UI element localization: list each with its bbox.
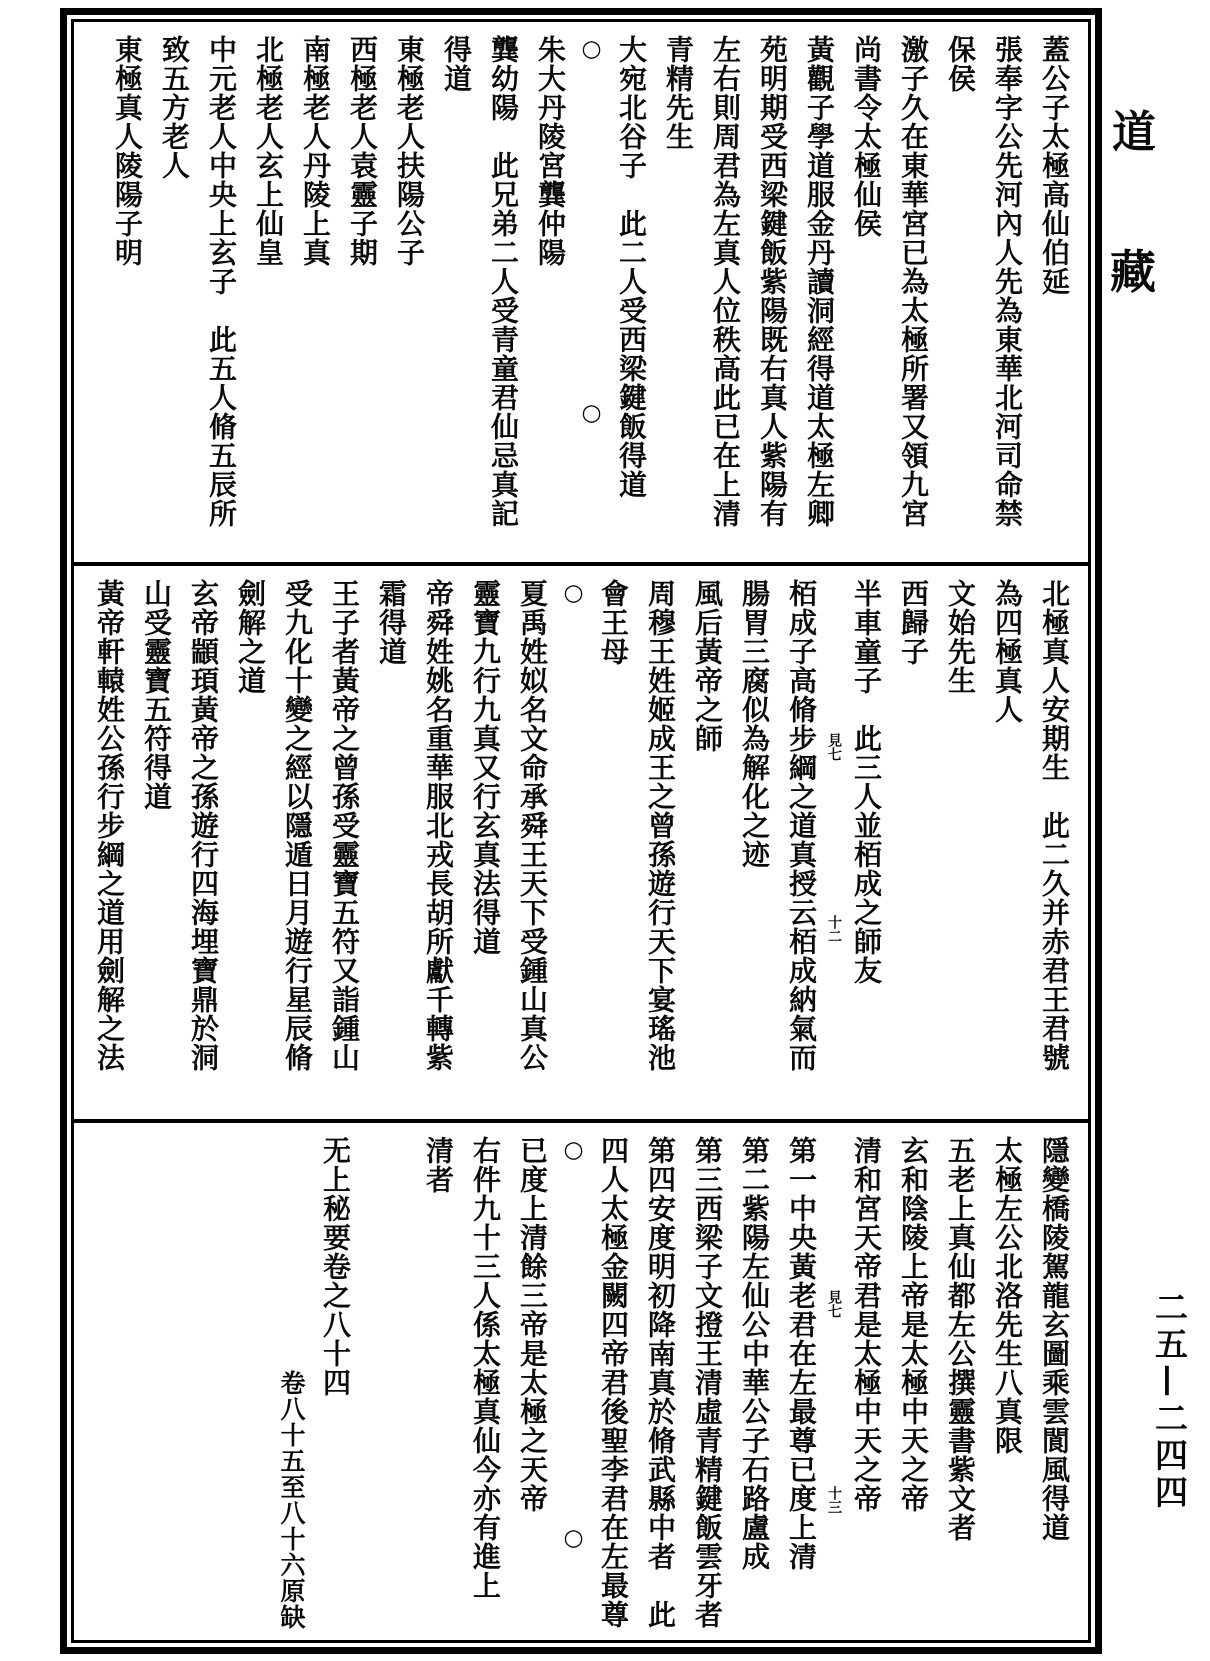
margin-label-dao: 道: [1112, 107, 1156, 158]
text-column: 左右則周君為左真人位秩高此已在上清: [709, 35, 742, 528]
text-column: 保侯: [944, 35, 977, 93]
text-column: 張奉字公先河內人先為東華北河司命禁: [991, 35, 1024, 528]
text-column: 靈寶九行九真又行玄真法得道: [469, 579, 502, 956]
text-column: 清者: [422, 1136, 455, 1194]
text-column: 黃帝軒轅姓公孫行步綱之道用劍解之法: [93, 579, 126, 1072]
text-column: 致五方老人: [158, 35, 191, 180]
text-column: 東極真人陵陽子明: [111, 35, 144, 267]
section-upper-columns: [80, 35, 1078, 556]
page-frame: [60, 8, 1102, 1654]
text-column: 霜得道: [375, 579, 408, 666]
text-column: 西極老人袁靈子期: [346, 35, 379, 267]
page-number: 二五—二四四: [1150, 1290, 1189, 1512]
text-column: 風后黃帝之師: [691, 579, 724, 753]
text-column: 清和宮天帝君是太極中天之帝: [850, 1136, 883, 1513]
text-column: 受九化十變之經以隱遁日月遊行星辰脩: [281, 579, 314, 1072]
text-column: 玄帝顓頊黃帝之孫遊行四海埋寶鼎於洞: [187, 579, 220, 1072]
text-column: 半車童子 此三人並栢成之師友: [850, 579, 883, 985]
text-column: 太極左公北洛先生八真限: [991, 1136, 1024, 1455]
text-column: 大宛北谷子 此二人受西梁鍵飯得道: [615, 35, 648, 499]
interlinear-note: 見七 十三: [826, 1136, 842, 1514]
column-spacer: [359, 1136, 415, 1634]
text-column: 五老上真仙都左公撰靈書紫文者: [944, 1136, 977, 1542]
text-column: 西歸子: [897, 579, 930, 666]
text-column: 已度上清餘三帝是太極之天帝: [516, 1136, 549, 1513]
margin-label-zang: 藏: [1110, 245, 1156, 299]
text-column: 黃觀子學道服金丹讀洞經得道太極左卿: [803, 35, 836, 528]
section-upper: [74, 22, 1088, 562]
interlinear-note: 見七 十二: [826, 579, 842, 943]
section-middle: [74, 562, 1088, 1119]
text-column: 激子久在東華宮已為太極所署又領九宮: [897, 35, 930, 528]
text-column: 无上秘要卷之八十四: [319, 1136, 352, 1397]
text-column: 帝舜姓姚名重華服北戎長胡所獻千轉紫: [422, 579, 455, 1072]
text-column: 為四極真人: [991, 579, 1024, 724]
text-column: 中元老人中央上玄子 此五人脩五辰所: [205, 35, 238, 528]
section-lower-columns: [80, 1136, 1078, 1634]
text-column: 會王母: [597, 579, 630, 666]
text-column: 夏禹姓姒名文命承舜王天下受鍾山真公: [516, 579, 549, 1072]
text-column: 南極老人丹陵上真: [299, 35, 332, 267]
text-column: 北極老人玄上仙皇: [252, 35, 285, 267]
text-column: 卷八十五至八十六原缺: [277, 1136, 306, 1630]
text-column: 得道: [440, 35, 473, 93]
text-column: 右件九十三人係太極真仙今亦有進上: [469, 1136, 502, 1600]
text-column: 第一中央黃老君在左最尊已度上清: [785, 1136, 818, 1571]
entry-separator-circle: ○ ○: [578, 35, 605, 427]
page-frame-inner: [71, 19, 1091, 1643]
section-middle-columns: [80, 579, 1078, 1113]
text-column: 文始先生: [944, 579, 977, 695]
text-column: 朱大丹陵宮龔仲陽: [534, 35, 567, 267]
text-column: 苑明期受西梁鍵飯紫陽既右真人紫陽有: [756, 35, 789, 528]
text-column: 東極老人扶陽公子: [393, 35, 426, 267]
text-column: 隱變橋陵駕龍玄圖乘雲閬風得道: [1038, 1136, 1071, 1542]
text-column: 周穆王姓姬成王之曾孫遊行天下宴瑤池: [644, 579, 677, 1072]
text-column: 栢成子高脩步綱之道真授云栢成納氣而: [785, 579, 818, 1072]
section-lower: [74, 1119, 1088, 1640]
text-column: 第四安度明初降南真於脩武縣中者 此: [644, 1136, 677, 1629]
text-column: 山受靈寶五符得道: [140, 579, 173, 811]
entry-separator-circle: ○ ○: [560, 1136, 587, 1552]
text-column: 腸胃三腐似為解化之迹: [738, 579, 771, 869]
text-column: 第二紫陽左仙公中華公子石路盧成: [738, 1136, 771, 1571]
entry-separator-circle: ○: [560, 579, 587, 607]
text-column: 王子者黃帝之曾孫受靈寶五符又詣鍾山: [328, 579, 361, 1072]
text-column: 第三西梁子文撜王清虛青精鍵飯雲牙者: [691, 1136, 724, 1629]
text-column: 劍解之道: [234, 579, 267, 695]
text-column: 蓋公子太極高仙伯延: [1038, 35, 1071, 296]
text-column: 玄和陰陵上帝是太極中天之帝: [897, 1136, 930, 1513]
text-column: 北極真人安期生 此二久并赤君王君號: [1038, 579, 1071, 1072]
text-column: 龔幼陽 此兄弟二人受青童君仙忌真記: [487, 35, 520, 528]
text-column: 尚書令太極仙侯: [850, 35, 883, 238]
text-column: 四人太極金闕四帝君後聖李君在左最尊: [597, 1136, 630, 1629]
text-column: 青精先生: [662, 35, 695, 151]
